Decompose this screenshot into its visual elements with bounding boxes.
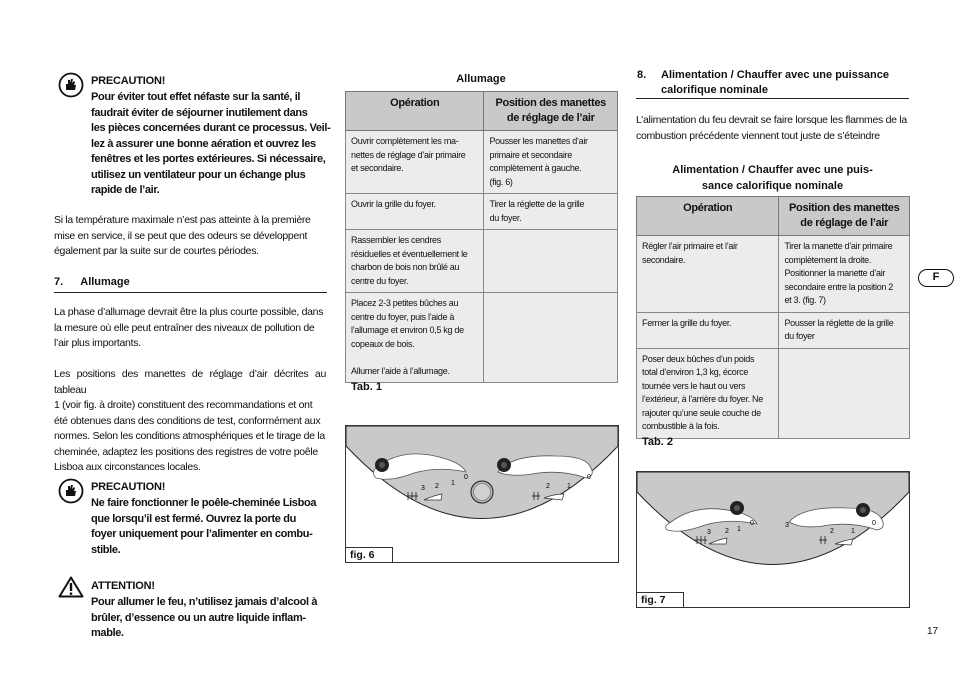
table-row: Fermer la grille du foyer. Pousser la réglette de la grille du foyer — [637, 312, 910, 348]
section-7-rule — [54, 292, 327, 293]
figure-6-label: fig. 6 — [346, 547, 393, 562]
scale-label: 0 — [750, 520, 754, 527]
scale-label: 3 — [707, 529, 711, 536]
precaution-title: PRECAUTION! — [91, 481, 166, 493]
hand-warning-icon — [58, 72, 84, 98]
language-tab-marker: F — [918, 269, 954, 287]
attention-title: ATTENTION! — [91, 580, 155, 592]
paragraph-positions: Les positions des manettes de réglage d’air décrites au tableau 1 (voir fig. à droite) constituent des recommandations et ont été obtenues dans des conditions de test, conformément aux normes. Selon les conditions atmosphériques et le tirage de la cheminée, adaptez les positions des registres de votre poêle Lisboa aux circonstances locales. — [54, 368, 326, 473]
air-symbol-icon — [406, 492, 418, 500]
air-symbol-icon — [695, 536, 707, 544]
section-7-heading: 7. Allumage — [54, 276, 130, 288]
scale-label: 0 — [872, 520, 876, 527]
scale-label: 2 — [725, 528, 729, 535]
attention-text: Pour allumer le feu, n’utilisez jamais d’alcool à brûler, d’essence ou un autre liquide inflam- mable. — [91, 596, 318, 639]
scale-label: 2 — [435, 483, 439, 490]
table-row: Rassembler les cendres résiduelles et éventuellement le charbon de bois non brûlé au centre du foyer. — [346, 230, 618, 293]
paragraph-temperature: Si la température maximale n’est pas atteinte à la première mise en service, il se peut que des odeurs se développent également par la suite sur de courtes périodes. — [54, 214, 311, 257]
precaution-text: Pour éviter tout effet néfaste sur la santé, il faudrait éviter de séjourner inutilement dans les pièces concernées durant ce processus. Veil- lez à assurer une bonne aération et ouvrez les fenêtres et les portes extérieures. Si nécessaire, utilisez un ventilateur pour un échange plus rapide de l’air. — [91, 91, 331, 196]
scale-label: 0 — [587, 474, 591, 481]
table-2 — [636, 196, 910, 439]
scale-label: 2 — [830, 528, 834, 535]
table-row: Ouvrir la grille du foyer. Tirer la réglette de la grille du foyer. — [346, 194, 618, 230]
hand-warning-icon — [58, 478, 84, 504]
figure-7 — [636, 471, 910, 608]
table-header: Position des manettes de réglage de l’air — [484, 92, 618, 131]
scale-label: 2 — [546, 483, 550, 490]
scale-label: 3 — [785, 522, 789, 529]
table-header: Opération — [637, 197, 779, 236]
paragraph-alimentation: L’alimentation du feu devrait se faire lorsque les flammes de la combustion précédente viennent tout juste de s’éteindre — [636, 114, 907, 142]
table-2-title: Alimentation / Chauffer avec une puis- sance calorifique nominale — [672, 164, 873, 192]
figure-6 — [345, 425, 619, 563]
table-1-title: Allumage — [456, 73, 506, 85]
air-control-panel-illustration — [637, 472, 909, 607]
section-8-heading: 8. Alimentation / Chauffer avec une puissance calorifique nominale — [637, 69, 890, 96]
table-1-caption: Tab. 1 — [351, 381, 382, 393]
precaution-title: PRECAUTION! — [91, 75, 166, 87]
air-control-panel-illustration — [346, 426, 618, 562]
table-2-caption: Tab. 2 — [642, 436, 673, 448]
scale-label: 3 — [421, 485, 425, 492]
figure-7-label: fig. 7 — [637, 592, 684, 607]
scale-label: 1 — [567, 483, 571, 490]
table-row: Ouvrir complètement les ma- nettes de réglage d’air primaire et secondaire. Pousser les manettes d’air primaire et secondaire complètement à gauche. (fig. 6) — [346, 131, 618, 194]
paragraph-allumage: La phase d’allumage devrait être la plus courte possible, dans la mesure où elle peut entraîner des niveaux de pollution de l’air plus importants. — [54, 306, 324, 349]
page-number: 17 — [927, 626, 939, 637]
table-row: Poser deux bûches d’un poids total d’environ 1,3 kg, écorce tournée vers le haut ou vers l’extérieur, à l’arrière du foyer. Ne rajouter qu’une seule couche de combustible à la fois. — [637, 348, 910, 438]
scale-label: 1 — [851, 528, 855, 535]
table-1 — [345, 91, 618, 383]
scale-label: 0 — [464, 474, 468, 481]
table-row: Régler l’air primaire et l’air secondaire. Tirer la manette d’air primaire complètement la droite. Positionner la manette d’air secondaire entre la position 2 et 3. (fig. 7) — [637, 236, 910, 313]
table-header: Position des manettes de réglage de l’air — [779, 197, 910, 236]
warning-triangle-icon — [58, 576, 84, 598]
table-header: Opération — [346, 92, 484, 131]
section-8-rule — [636, 98, 909, 99]
precaution-text: Ne faire fonctionner le poêle-cheminée Lisboa que lorsqu’il est fermé. Ouvrez la porte du foyer uniquement pour l’alimenter en combu- stible. — [91, 497, 317, 556]
scale-label: 1 — [737, 526, 741, 533]
table-row: Placez 2-3 petites bûches au centre du foyer, puis l’aide à l’allumage et environ 0,5 kg de copeaux de bois. Allumer l’aide à l’allumage. — [346, 293, 618, 383]
scale-label: 1 — [451, 480, 455, 487]
